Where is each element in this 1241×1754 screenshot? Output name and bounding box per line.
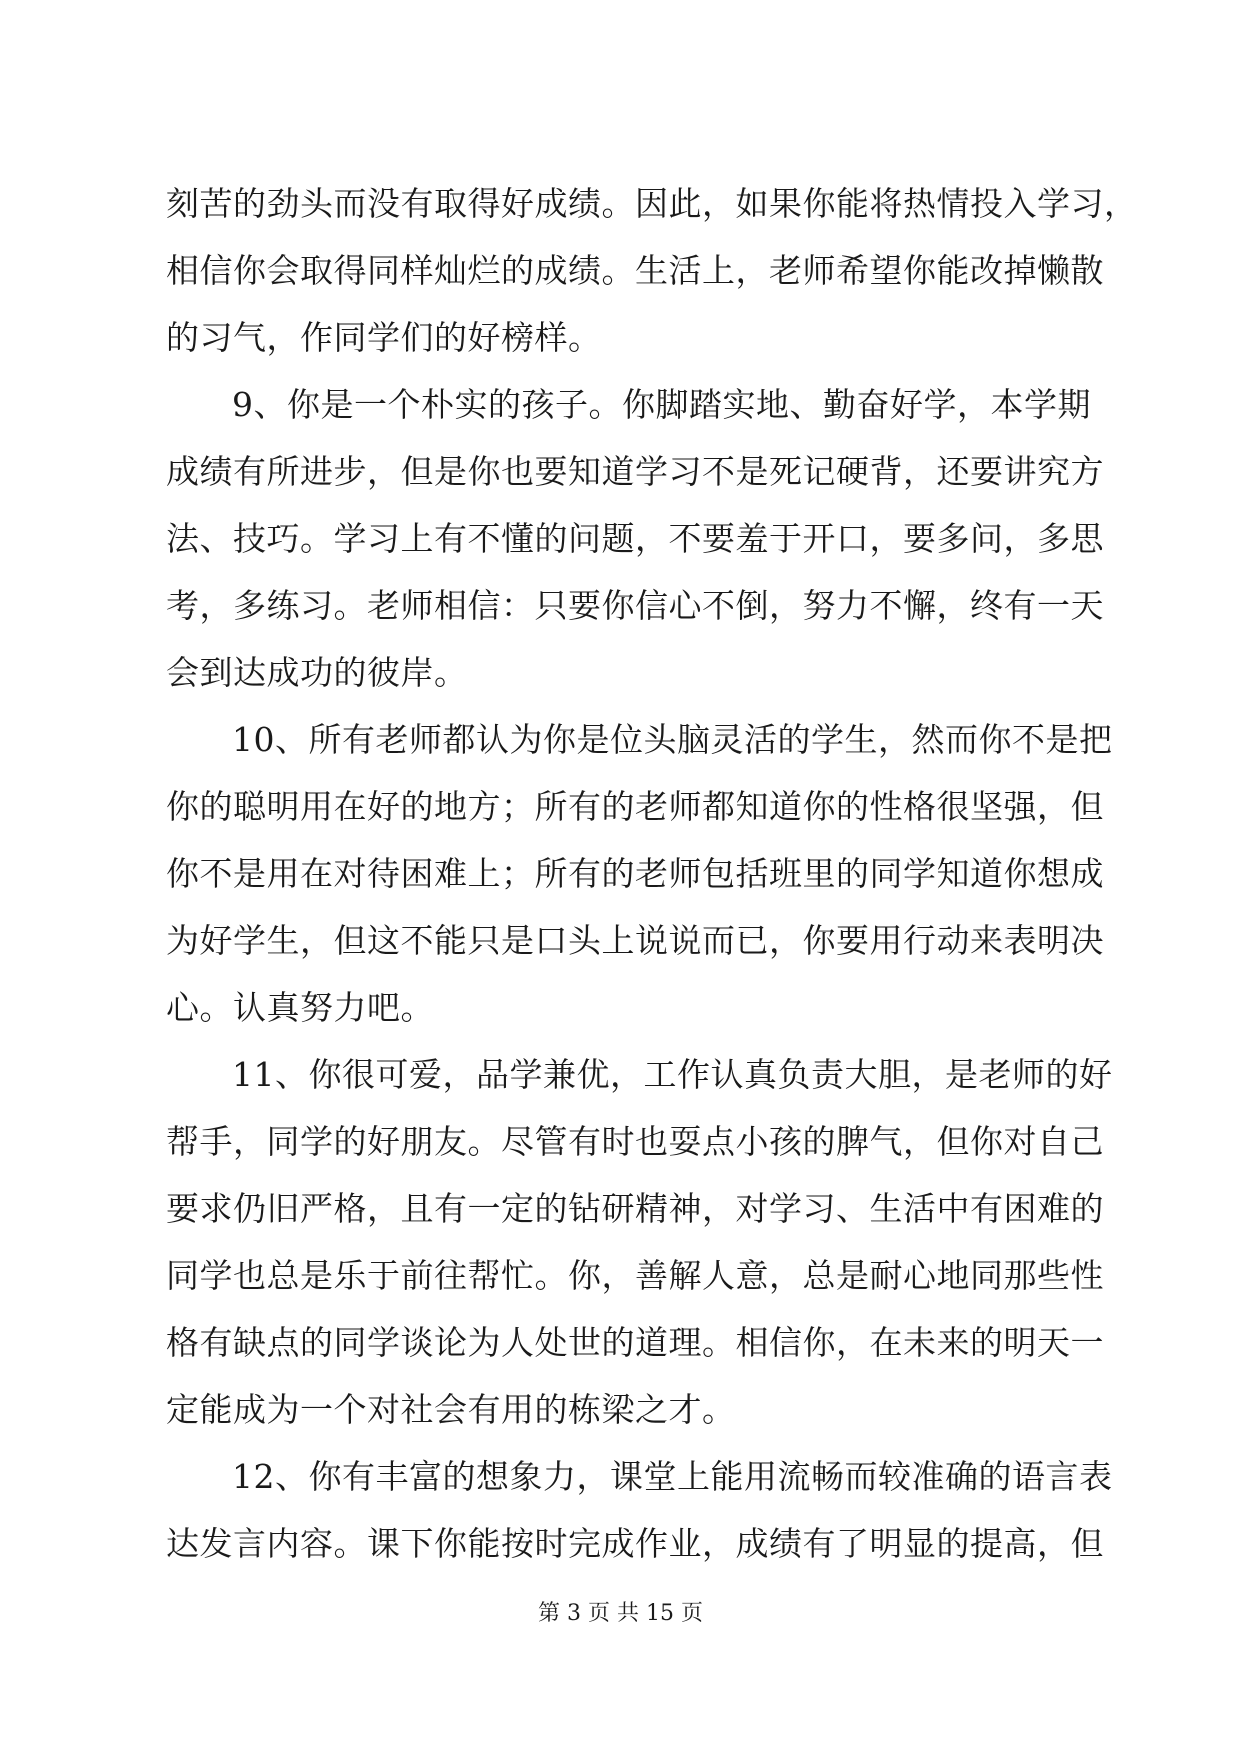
text-line: 会到达成功的彼岸。 [166, 653, 468, 692]
text-line: 你的聪明用在好的地方；所有的老师都知道你的性格很坚强，但 [166, 787, 1104, 826]
text-line: 为好学生，但这不能只是口头上说说而已，你要用行动来表明决 [166, 921, 1104, 960]
paragraph-11-start: 11、你很可爱，品学兼优，工作认真负责大胆，是老师的好 [232, 1055, 1113, 1094]
text-line: 的习气，作同学们的好榜样。 [166, 318, 602, 357]
text-line: 考，多练习。老师相信：只要你信心不倒，努力不懈，终有一天 [166, 586, 1104, 625]
paragraph-10-start: 10、所有老师都认为你是位头脑灵活的学生，然而你不是把 [232, 720, 1113, 759]
page-footer: 第 3 页 共 15 页 [538, 1601, 703, 1626]
text-line: 法、技巧。学习上有不懂的问题，不要羞于开口，要多问，多思 [166, 519, 1104, 558]
text-line: 刻苦的劲头而没有取得好成绩。因此，如果你能将热情投入学习， [166, 184, 1138, 223]
paragraph-9-start: 9、你是一个朴实的孩子。你脚踏实地、勤奋好学，本学期 [232, 385, 1091, 424]
text-line: 定能成为一个对社会有用的栋梁之才。 [166, 1390, 736, 1429]
text-line: 要求仍旧严格，且有一定的钻研精神，对学习、生活中有困难的 [166, 1189, 1104, 1228]
text-line: 格有缺点的同学谈论为人处世的道理。相信你，在未来的明天一 [166, 1323, 1104, 1362]
text-line: 你不是用在对待困难上；所有的老师包括班里的同学知道你想成 [166, 854, 1104, 893]
text-line: 达发言内容。课下你能按时完成作业，成绩有了明显的提高，但 [166, 1524, 1104, 1563]
text-line: 相信你会取得同样灿烂的成绩。生活上，老师希望你能改掉懒散 [166, 251, 1104, 290]
text-line: 同学也总是乐于前往帮忙。你，善解人意，总是耐心地同那些性 [166, 1256, 1104, 1295]
text-line: 帮手，同学的好朋友。尽管有时也耍点小孩的脾气，但你对自己 [166, 1122, 1104, 1161]
text-line: 心。认真努力吧。 [166, 988, 434, 1027]
paragraph-12-start: 12、你有丰富的想象力，课堂上能用流畅而较准确的语言表 [232, 1457, 1113, 1496]
text-line: 成绩有所进步，但是你也要知道学习不是死记硬背，还要讲究方 [166, 452, 1104, 491]
